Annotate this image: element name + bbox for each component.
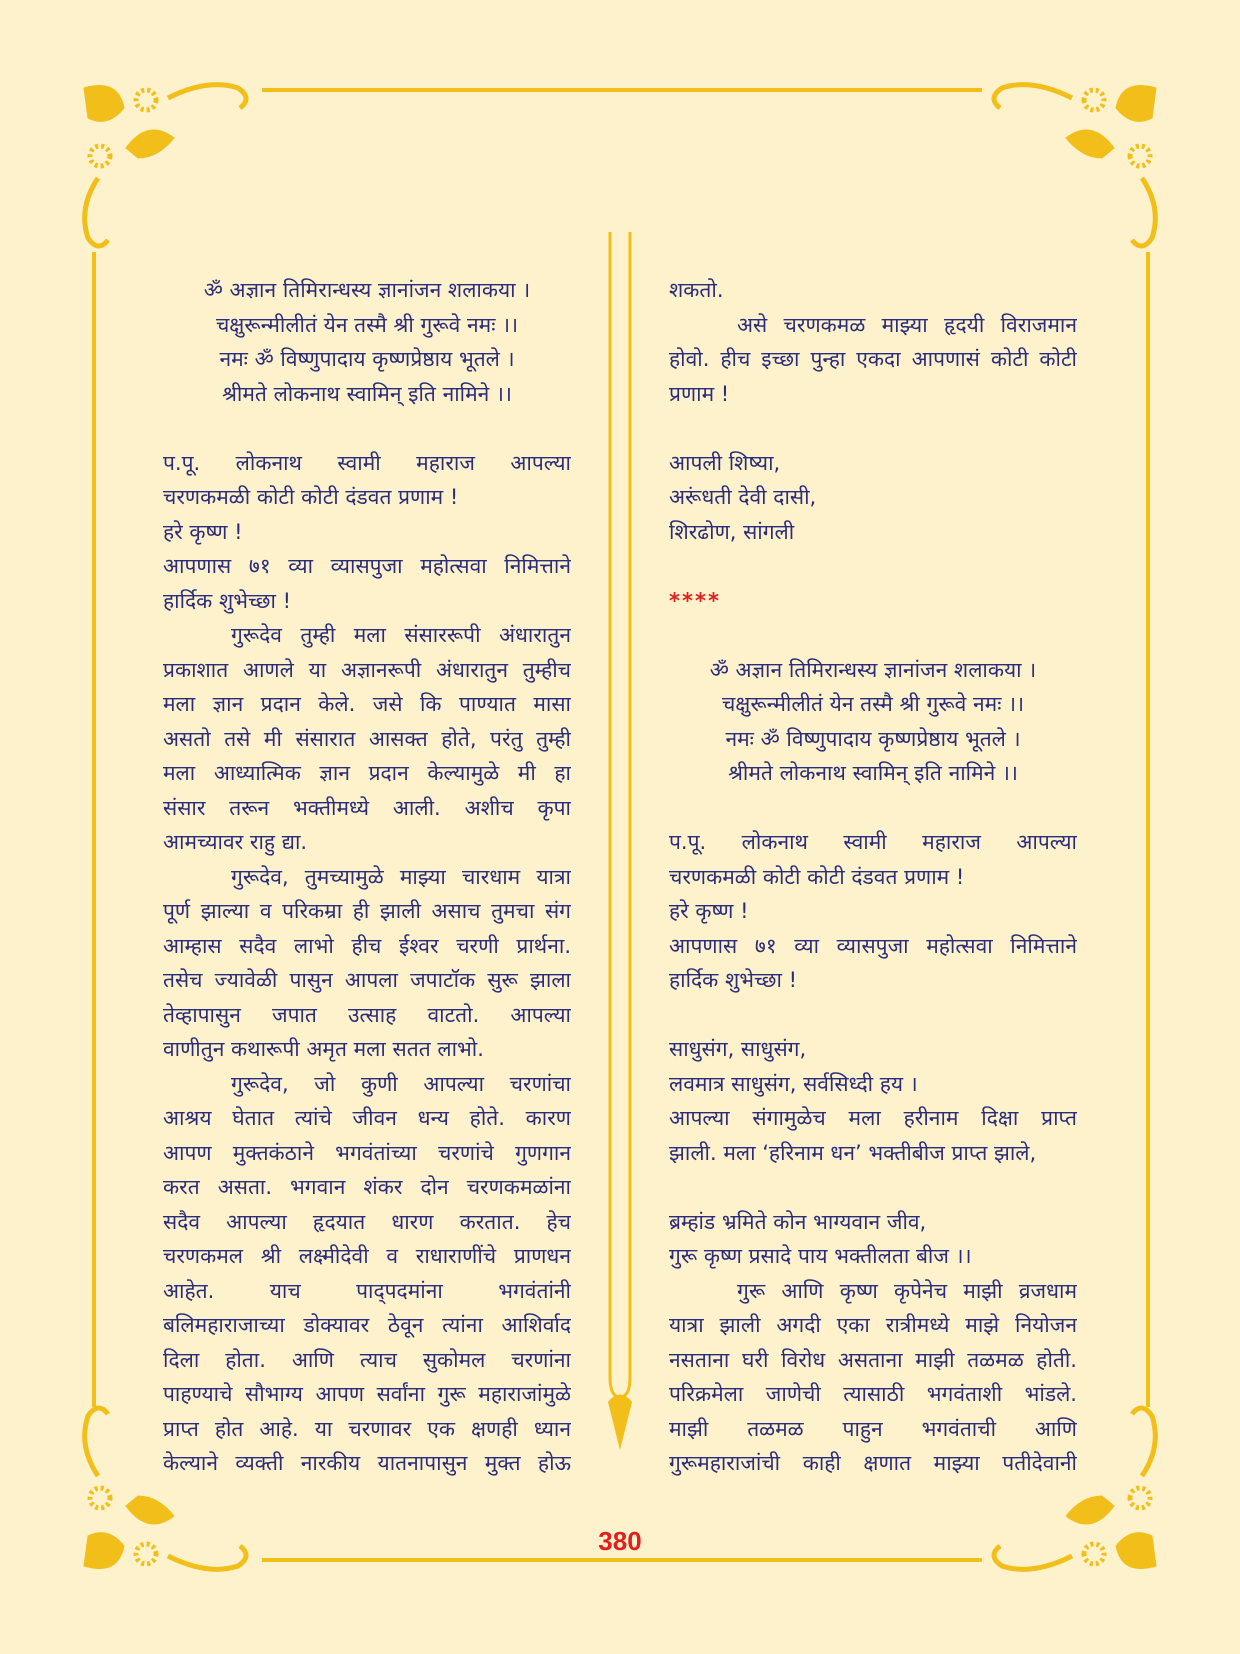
tilak-divider-icon	[600, 232, 640, 1462]
text-line: परिक्रमेला जाणेची त्यासाठी भगवंताशी भांडले.	[669, 1382, 1077, 1406]
left-text-column	[163, 273, 571, 1481]
corner-ornament-top-left-icon	[78, 78, 258, 258]
text-line: लवमात्र साधुसंग, सर्वसिध्दी हय ।	[669, 1071, 918, 1096]
text-line: ॐ अज्ञान तिमिरान्धस्य ज्ञानांजन शलाकया ।	[709, 657, 1037, 682]
text-line: आमच्यावर राहु द्या.	[163, 830, 308, 854]
text-line: गुरूदेव, तुमच्यामुळे माझ्या चारधाम यात्रा	[231, 864, 571, 889]
blank-line	[669, 998, 1077, 1033]
text-line: प्रणाम !	[669, 381, 730, 406]
text-line: दिला होता. आणि त्याच सुकोमल चरणांना	[163, 1347, 571, 1372]
frame-left-line	[92, 252, 96, 1407]
text-line: प.पू. लोकनाथ स्वामी महाराज आपल्या	[669, 830, 1077, 854]
text-line: हरे कृष्ण !	[163, 519, 243, 544]
text-line: गुरूदेव, जो कुणी आपल्या चरणांचा	[231, 1071, 571, 1096]
text-line: असतो तसे मी संसारात आसक्त होते, परंतु तुम्ही	[163, 726, 571, 751]
text-line: असे चरणकमळ माझ्या हृदयी विराजमान	[737, 312, 1077, 337]
text-line: बलिमहाराजाच्या डोक्यावर ठेवून त्यांना आशिर्वाद	[163, 1313, 571, 1337]
corner-ornament-top-right-icon	[982, 78, 1162, 258]
text-line: चरणकमल श्री लक्ष्मीदेवी व राधाराणींचे प्राणधन	[163, 1244, 571, 1268]
text-line: शकतो.	[669, 278, 724, 302]
text-line: आपली शिष्या,	[669, 450, 781, 475]
text-line: तेव्हापासुन जपात उत्साह वाटतो. आपल्या	[163, 1002, 571, 1027]
blank-line	[669, 549, 1077, 584]
page-number: 380	[598, 1526, 642, 1556]
blank-line	[163, 411, 571, 446]
text-line: माझी तळमळ पाहुन भगवंताची आणि	[669, 1416, 1077, 1441]
text-line: वाणीतुन कथारूपी अमृत मला सतत लाभो.	[163, 1037, 484, 1061]
text-line: गुरू कृष्ण प्रसादे पाय भक्तीलता बीज ।।	[669, 1244, 972, 1268]
text-line: आम्हास सदैव लाभो हीच ईश्वर चरणी प्रार्थना.	[163, 933, 571, 958]
text-line: करत असता. भगवान शंकर दोन चरणकमळांना	[163, 1175, 571, 1199]
text-line: संसार तरून भक्तीमध्ये आली. अशीच कृपा	[163, 795, 571, 820]
text-line: तसेच ज्यावेळी पासुन आपला जपाटॉक सुरू झाला	[163, 968, 571, 992]
text-line: आपल्या संगामुळेच मला हरीनाम दिक्षा प्राप्त	[669, 1106, 1077, 1130]
text-line: प्राप्त होत आहे. या चरणावर एक क्षणही ध्यान	[163, 1416, 571, 1441]
text-line: गुरू आणि कृष्ण कृपेनेच माझी व्रजधाम	[737, 1278, 1077, 1303]
frame-bottom-line	[262, 1558, 982, 1562]
text-line: चक्षुरून्मीलीतं येन तस्मै श्री गुरूवे नमः ।।	[215, 312, 519, 337]
text-line: यात्रा झाली अगदी एका रात्रीमध्ये माझे नियोजन	[669, 1313, 1077, 1337]
text-line: हरे कृष्ण !	[669, 899, 749, 923]
text-line: चरणकमळी कोटी कोटी दंडवत प्रणाम !	[669, 864, 965, 889]
text-line: आपण मुक्तकंठाने भगवंतांच्या चरणांचे गुणगान	[163, 1140, 571, 1165]
text-line: आपणास ७१ व्या व्यासपुजा महोत्सवा निमित्ताने	[163, 554, 571, 578]
blank-line	[669, 618, 1077, 653]
text-line: गुरूदेव तुम्ही मला संसाररूपी अंधारातुन	[231, 623, 571, 647]
text-line: ब्रम्हांड भ्रमिते कोन भाग्यवान जीव,	[669, 1209, 927, 1234]
text-line: श्रीमते लोकनाथ स्वामिन् इति नामिने ।।	[728, 761, 1018, 785]
text-line: नमः ॐ विष्णुपादाय कृष्णप्रेष्ठाय भूतले ।	[725, 726, 1021, 751]
text-line: नमः ॐ विष्णुपादाय कृष्णप्रेष्ठाय भूतले ।	[219, 347, 515, 371]
text-line: पाहण्याचे सौभाग्य आपण सर्वांना गुरू महाराजांमुळे	[163, 1382, 571, 1406]
blank-line	[669, 1170, 1077, 1205]
text-line: चक्षुरून्मीलीतं येन तस्मै श्री गुरूवे नमः ।।	[721, 692, 1025, 716]
text-line: चरणकमळी कोटी कोटी दंडवत प्रणाम !	[163, 485, 459, 509]
text-line: पूर्ण झाल्या व परिकम्रा ही झाली असाच तुमचा संग	[163, 899, 571, 923]
text-line: ॐ अज्ञान तिमिरान्धस्य ज्ञानांजन शलाकया ।	[203, 278, 531, 302]
frame-top-line	[262, 88, 982, 92]
right-text-column	[669, 273, 1077, 1481]
text-line: हार्दिक शुभेच्छा !	[163, 588, 292, 613]
blank-line	[669, 411, 1077, 446]
text-line: आश्रय घेतात त्यांचे जीवन धन्य होते. कारण	[163, 1106, 571, 1130]
frame-right-line	[1146, 252, 1150, 1407]
text-line: झाली. मला ‘हरिनाम धन’ भक्तीबीज प्राप्त झाले,	[669, 1140, 1037, 1165]
text-line: आपणास ७१ व्या व्यासपुजा महोत्सवा निमित्ताने	[669, 933, 1077, 958]
text-line: प.पू. लोकनाथ स्वामी महाराज आपल्या	[163, 450, 571, 475]
text-line: होवो. हीच इच्छा पुन्हा एकदा आपणासं कोटी कोटी	[669, 347, 1077, 371]
text-line: हार्दिक शुभेच्छा !	[669, 968, 798, 992]
text-line: साधुसंग, साधुसंग,	[669, 1037, 807, 1061]
blank-line	[669, 791, 1077, 826]
section-separator: ****	[669, 588, 721, 613]
text-line: श्रीमते लोकनाथ स्वामिन् इति नामिने ।।	[222, 381, 512, 406]
text-line: मला ज्ञान प्रदान केले. जसे कि पाण्यात मासा	[163, 692, 571, 716]
text-line: गुरूमहाराजांची काही क्षणात माझ्या पतीदेवानी	[669, 1451, 1077, 1475]
text-line: प्रकाशात आणले या अज्ञानरूपी अंधारातुन तुम्हीच	[163, 657, 571, 682]
text-line: अरूंधती देवी दासी,	[669, 485, 817, 509]
text-line: सदैव आपल्या हृदयात धारण करतात. हेच	[163, 1209, 571, 1234]
text-line: केल्याने व्यक्ती नारकीय यातनापासुन मुक्त होऊ	[163, 1451, 571, 1475]
text-line: आहेत. याच पाद्पदमांना भगवंतांनी	[163, 1278, 571, 1303]
text-line: शिरढोण, सांगली	[669, 519, 795, 544]
text-line: नसताना घरी विरोध असताना माझी तळमळ होती.	[669, 1347, 1077, 1372]
text-line: मला आध्यात्मिक ज्ञान प्रदान केल्यामुळे मी हा	[163, 761, 571, 785]
